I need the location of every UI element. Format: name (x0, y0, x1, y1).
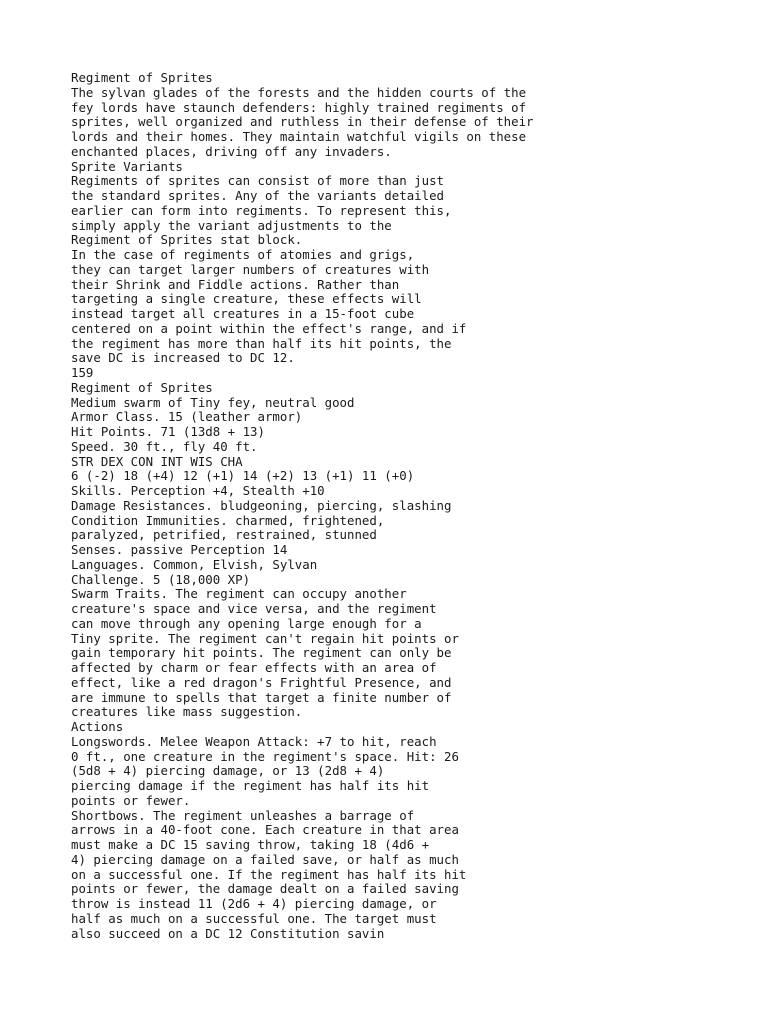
text-line: lords and their homes. They maintain watchful vigils on these (71, 130, 527, 144)
text-line: fey lords have staunch defenders: highly trained regiments of (71, 100, 527, 115)
text-line: Hit Points. 71 (13d8 + 13) (71, 425, 265, 439)
text-line: Senses. passive Perception 14 (71, 543, 288, 557)
text-line: Sprite Variants (71, 159, 183, 174)
text-line: In the case of regiments of atomies and grigs, (71, 248, 415, 262)
text-line: Skills. Perception +4, Stealth +10 (71, 484, 325, 498)
text-line: Shortbows. The regiment unleashes a barrage of (71, 808, 415, 823)
text-line: creatures like mass suggestion. (71, 705, 303, 720)
document-text (71, 71, 751, 941)
text-line: Longswords. Melee Weapon Attack: +7 to hit, reach (71, 734, 437, 749)
text-line: Regiments of sprites can consist of more than just (71, 174, 444, 189)
text-line: they can target larger numbers of creatures with (71, 262, 430, 277)
text-line: throw is instead 11 (2d6 + 4) piercing damage, or (71, 897, 437, 911)
text-line: Actions (71, 720, 124, 734)
text-line: the regiment has more than half its hit points, the (71, 336, 452, 351)
text-line: 159 (71, 366, 94, 380)
text-line: on a successful one. If the regiment has half its hit (71, 867, 467, 882)
text-line: Regiment of Sprites stat block. (71, 233, 303, 248)
text-line: Damage Resistances. bludgeoning, piercing, slashing (71, 498, 452, 513)
text-line: The sylvan glades of the forests and the hidden courts of the (71, 85, 527, 100)
text-line: (5d8 + 4) piercing damage, or 13 (2d8 + 4) (71, 764, 385, 779)
text-line: must make a DC 15 saving throw, taking 18 (4d6 + (71, 838, 430, 852)
text-line: save DC is increased to DC 12. (71, 351, 295, 366)
text-line: Challenge. 5 (18,000 XP) (71, 572, 251, 587)
text-line: simply apply the variant adjustments to the (71, 218, 392, 233)
text-line: Armor Class. 15 (leather armor) (71, 410, 303, 425)
text-line: enchanted places, driving off any invaders. (71, 144, 392, 159)
text-line: targeting a single creature, these effects will (71, 292, 422, 307)
text-line: Swarm Traits. The regiment can occupy another (71, 587, 407, 602)
text-line: points or fewer, the damage dealt on a failed saving (71, 882, 459, 897)
text-line: the standard sprites. Any of the variants detailed (71, 189, 444, 203)
text-line: 6 (-2) 18 (+4) 12 (+1) 14 (+2) 13 (+1) 11 (+0) (71, 469, 415, 484)
text-line: their Shrink and Fiddle actions. Rather than (71, 277, 400, 292)
text-line: can move through any opening large enough for a (71, 616, 422, 631)
text-line: 0 ft., one creature in the regiment's space. Hit: 26 (71, 749, 459, 764)
text-line: arrows in a 40-foot cone. Each creature in that area (71, 823, 459, 838)
text-line: earlier can form into regiments. To represent this, (71, 203, 452, 218)
text-line: Languages. Common, Elvish, Sylvan (71, 557, 318, 572)
text-line: sprites, well organized and ruthless in their defense of their (71, 115, 534, 130)
text-line: creature's space and vice versa, and the regiment (71, 602, 437, 616)
text-line: also succeed on a DC 12 Constitution savin (71, 926, 385, 941)
text-line: Speed. 30 ft., fly 40 ft. (71, 439, 258, 454)
text-line: STR DEX CON INT WIS CHA (71, 454, 243, 469)
text-line: instead target all creatures in a 15-foot cube (71, 307, 415, 321)
text-line: Medium swarm of Tiny fey, neutral good (71, 395, 355, 410)
text-line: affected by charm or fear effects with an area of (71, 661, 437, 675)
text-line: paralyzed, petrified, restrained, stunned (71, 528, 377, 543)
text-line: piercing damage if the regiment has half its hit (71, 779, 430, 793)
text-line: Tiny sprite. The regiment can't regain hit points or (71, 631, 459, 646)
text-line: centered on a point within the effect's range, and if (71, 321, 467, 336)
text-line: points or fewer. (71, 793, 191, 808)
text-line: Condition Immunities. charmed, frightened, (71, 513, 385, 528)
text-line: 4) piercing damage on a failed save, or half as much (71, 852, 459, 867)
text-line: Regiment of Sprites (71, 380, 213, 395)
text-line: Regiment of Sprites (71, 71, 213, 85)
text-line: effect, like a red dragon's Frightful Presence, and (71, 675, 452, 690)
text-line: gain temporary hit points. The regiment can only be (71, 646, 452, 661)
text-line: are immune to spells that target a finite number of (71, 690, 452, 705)
text-line: half as much on a successful one. The target must (71, 911, 437, 926)
